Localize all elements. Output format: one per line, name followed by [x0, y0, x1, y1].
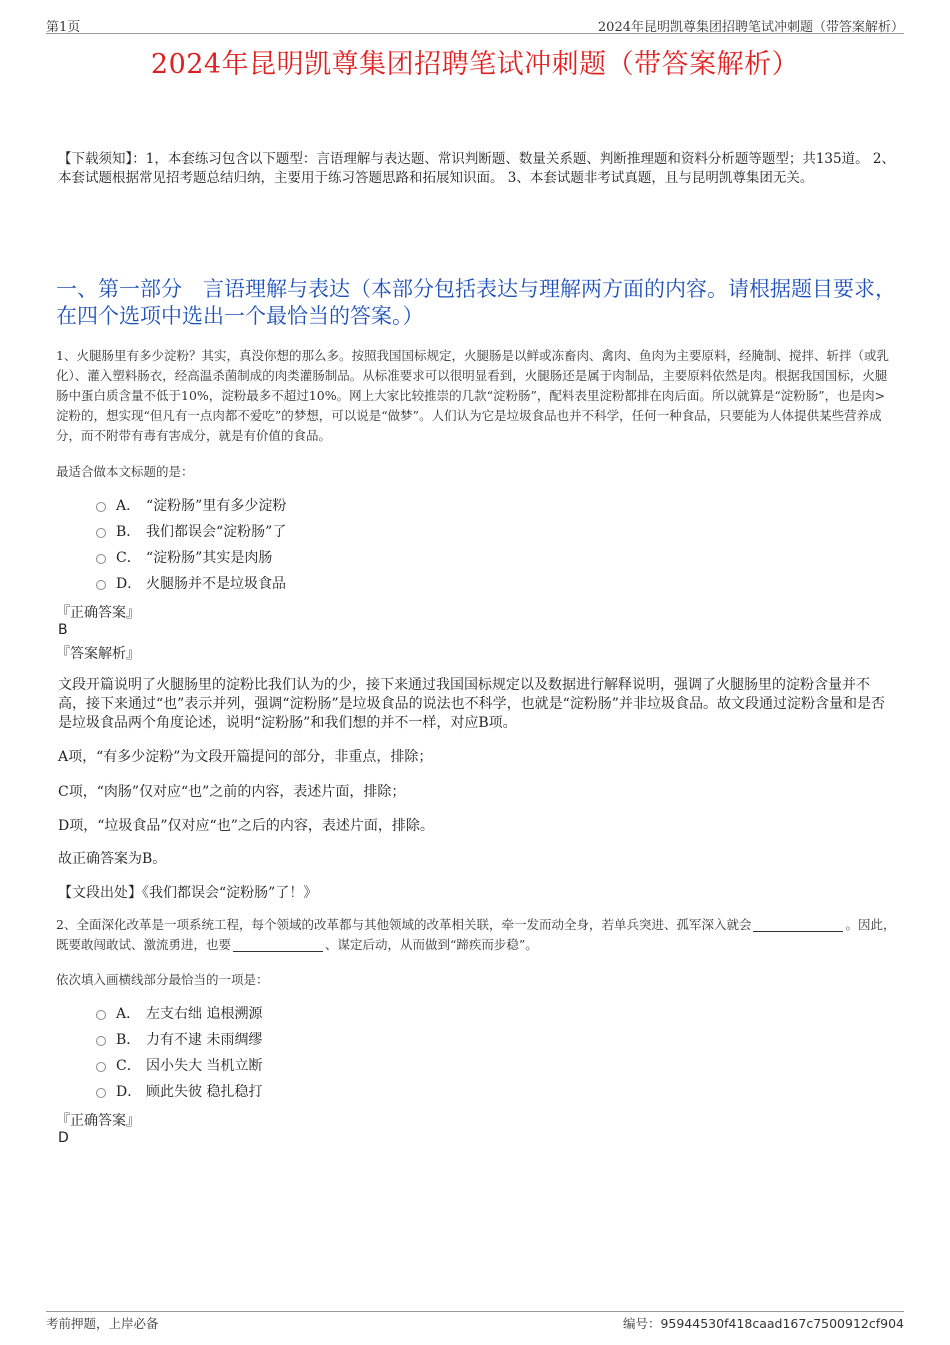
footer-code-label: 编号：: [622, 1316, 661, 1331]
header-doc-title: 2024年昆明凯尊集团招聘笔试冲刺题（带答案解析）: [597, 20, 904, 35]
radio-icon[interactable]: [96, 1010, 106, 1020]
option-text: “淀粉肠”其实是肉肠: [146, 550, 273, 566]
option-letter: B．: [116, 1032, 141, 1048]
q2-options: [96, 1000, 262, 1104]
fill-blank-1: [753, 919, 843, 932]
q1-analysis-d: D项，“垃圾食品”仅对应“也”之后的内容，表述片面，排除。: [58, 818, 434, 834]
page-number: 第1页: [46, 20, 81, 35]
q1-options: [96, 492, 286, 596]
option-text: 因小失大 当机立断: [146, 1058, 263, 1074]
option-text: 力有不逮 未雨绸缪: [146, 1032, 263, 1048]
download-notice: 【下载须知】：1，本套练习包含以下题型：言语理解与表达题、常识判断题、数量关系题、判断推理题和资料分析题等题型；共135道。 2、本套试题根据常见招考题总结归纳，主要用于练习答题思路和拓展知识面。 3、本套试题非考试真题，且与昆明凯尊集团无关。: [58, 151, 895, 186]
radio-icon[interactable]: [96, 580, 106, 590]
q1-answer-label: 『正确答案』: [56, 605, 140, 621]
radio-icon[interactable]: [96, 554, 106, 564]
page-title: 2024年昆明凯尊集团招聘笔试冲刺题（带答案解析）: [150, 49, 800, 80]
option-letter: A．: [116, 498, 141, 514]
footer-code: [623, 1314, 904, 1332]
q1-analysis-a: A项，“有多少淀粉”为文段开篇提问的部分，非重点，排除；: [58, 749, 433, 765]
footer-slogan: 考前押题，上岸必备: [46, 1316, 159, 1331]
option-letter: D．: [116, 1084, 142, 1100]
q2-answer-label: 『正确答案』: [56, 1113, 140, 1129]
q2-stem: 依次填入画横线部分最恰当的一项是：: [56, 972, 269, 987]
option-text: “淀粉肠”里有多少淀粉: [146, 498, 287, 514]
option-text: 顾此失彼 稳扎稳打: [146, 1084, 263, 1100]
footer-code-value: 95944530f418caad167c7500912cf904: [660, 1316, 904, 1331]
q2-passage-part2: 。因此，既要敢闯敢试、激流勇进，也要: [56, 917, 896, 952]
option-letter: C．: [116, 1058, 141, 1074]
radio-icon[interactable]: [96, 1062, 106, 1072]
q2-option-a[interactable]: [96, 1000, 262, 1026]
q2-passage-part1: 2、全面深化改革是一项系统工程，每个领域的改革都与其他领域的改革相关联，牵一发而动全身，若单兵突进、孤军深入就会: [56, 917, 752, 932]
q1-analysis: 文段开篇说明了火腿肠里的淀粉比我们认为的少，接下来通过我国国标规定以及数据进行解释说明，强调了火腿肠里的淀粉含量并不高，接下来通过“也”表示并列，强调“淀粉肠”是垃圾食品的说法也不科学，也就是“淀粉肠”并非垃圾食品。故文段通过淀粉含量和是否是垃圾食品两个角度论述，说明“淀粉肠”和我们想的并不一样，对应B项。: [58, 677, 885, 731]
q2-passage: [56, 915, 896, 955]
q2-option-c[interactable]: [96, 1052, 262, 1078]
section-heading: 一、第一部分 言语理解与表达（本部分包括表达与理解两方面的内容。请根据题目要求，在四个选项中选出一个最恰当的答案。）: [56, 277, 896, 328]
option-letter: A．: [116, 1006, 141, 1022]
q2-answer: D: [58, 1130, 69, 1146]
radio-icon[interactable]: [96, 1088, 106, 1098]
q1-analysis-label: 『答案解析』: [56, 646, 140, 662]
q1-analysis-c: C项，“肉肠”仅对应“也”之前的内容，表述片面，排除；: [58, 784, 406, 800]
radio-icon[interactable]: [96, 528, 106, 538]
option-letter: C．: [116, 550, 141, 566]
option-text: 我们都误会“淀粉肠”了: [146, 524, 287, 540]
q1-source: 【文段出处】《我们都误会“淀粉肠”了！》: [58, 885, 318, 901]
q2-passage-part3: 、谋定后动，从而做到“蹄疾而步稳”。: [325, 937, 538, 952]
q1-conclusion: 故正确答案为B。: [58, 851, 167, 867]
fill-blank-2: [233, 939, 323, 952]
radio-icon[interactable]: [96, 1036, 106, 1046]
q2-option-b[interactable]: [96, 1026, 262, 1052]
option-letter: D．: [116, 576, 142, 592]
footer-divider: [46, 1311, 904, 1312]
q2-option-d[interactable]: [96, 1078, 262, 1104]
radio-icon[interactable]: [96, 502, 106, 512]
option-text: 火腿肠并不是垃圾食品: [146, 576, 286, 592]
q1-passage: 1、火腿肠里有多少淀粉？其实，真没你想的那么多。按照我国国标规定，火腿肠是以鲜或冻畜肉、禽肉、鱼肉为主要原料，经腌制、搅拌、斩拌（或乳化）、灌入塑料肠衣，经高温杀菌制成的肉类灌肠制品。从标准要求可以很明显看到，火腿肠还是属于肉制品，主要原料依然是肉。根据我国国标，火腿肠中蛋白质含量不低于10%，淀粉最多不超过10%。网上大家比较推崇的几款“淀粉肠”，配料表里淀粉都排在肉后面。所以就算是“淀粉肠”，也是肉>淀粉的，想实现“但凡有一点肉都不爱吃”的梦想，可以说是“做梦”。人们认为它是垃圾食品也并不科学，任何一种食品，只要能为人体提供某些营养成分，而不附带有毒有害成分，就是有价值的食品。: [56, 348, 889, 443]
q1-answer: B: [58, 622, 68, 638]
q1-option-a[interactable]: [96, 492, 286, 518]
q1-option-d[interactable]: [96, 570, 286, 596]
option-text: 左支右绌 追根溯源: [146, 1006, 263, 1022]
q1-option-c[interactable]: [96, 544, 286, 570]
header-divider: [46, 33, 904, 34]
q1-stem: 最适合做本文标题的是：: [56, 464, 194, 479]
q1-option-b[interactable]: [96, 518, 286, 544]
option-letter: B．: [116, 524, 141, 540]
